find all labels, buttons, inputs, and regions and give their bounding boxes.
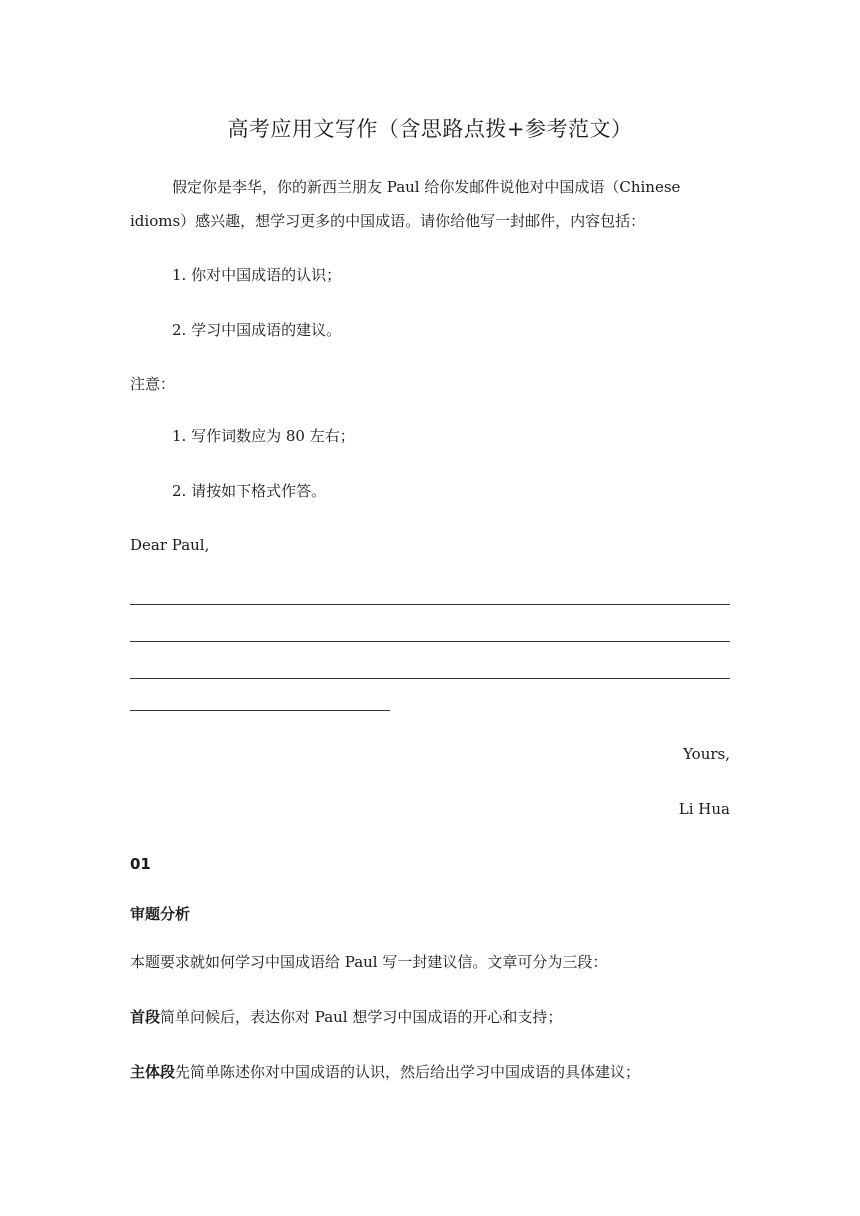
body-text: 先简单陈述你对中国成语的认识，然后给出学习中国成语的具体建议； [175, 1063, 641, 1081]
section-heading: 审题分析 [130, 905, 191, 923]
answer-line-3 [130, 678, 730, 679]
note-1: 1. 写作词数应为 80 左右； [172, 427, 355, 445]
note-label: 注意： [130, 375, 176, 393]
prompt-point-2: 2. 学习中国成语的建议。 [172, 321, 342, 339]
letter-salutation: Dear Paul, [130, 536, 210, 554]
analysis-first-paragraph [130, 1006, 562, 1027]
answer-line-2 [130, 641, 730, 642]
prompt-point-1: 1. 你对中国成语的认识； [172, 266, 342, 284]
letter-signature: Li Hua [678, 800, 730, 818]
first-label: 首段 [130, 1008, 161, 1026]
note-2: 2. 请按如下格式作答。 [172, 482, 327, 500]
analysis-body-paragraph [130, 1061, 640, 1082]
answer-line-4 [130, 710, 390, 711]
page-title: 高考应用文写作（含思路点拨+参考范文） [227, 117, 633, 141]
prompt-intro: 假定你是李华，你的新西兰朋友 Paul 给你发邮件说他对中国成语（Chinese idioms）感兴趣，想学习更多的中国成语。请你给他写一封邮件，内容包括： [130, 178, 681, 230]
answer-line-1 [130, 604, 730, 605]
first-text: 简单问候后，表达你对 Paul 想学习中国成语的开心和支持； [160, 1008, 563, 1026]
section-number: 01 [130, 855, 151, 873]
body-label: 主体段 [130, 1063, 176, 1081]
letter-closing: Yours, [683, 745, 730, 763]
analysis-intro: 本题要求就如何学习中国成语给 Paul 写一封建议信。文章可分为三段： [130, 953, 608, 971]
